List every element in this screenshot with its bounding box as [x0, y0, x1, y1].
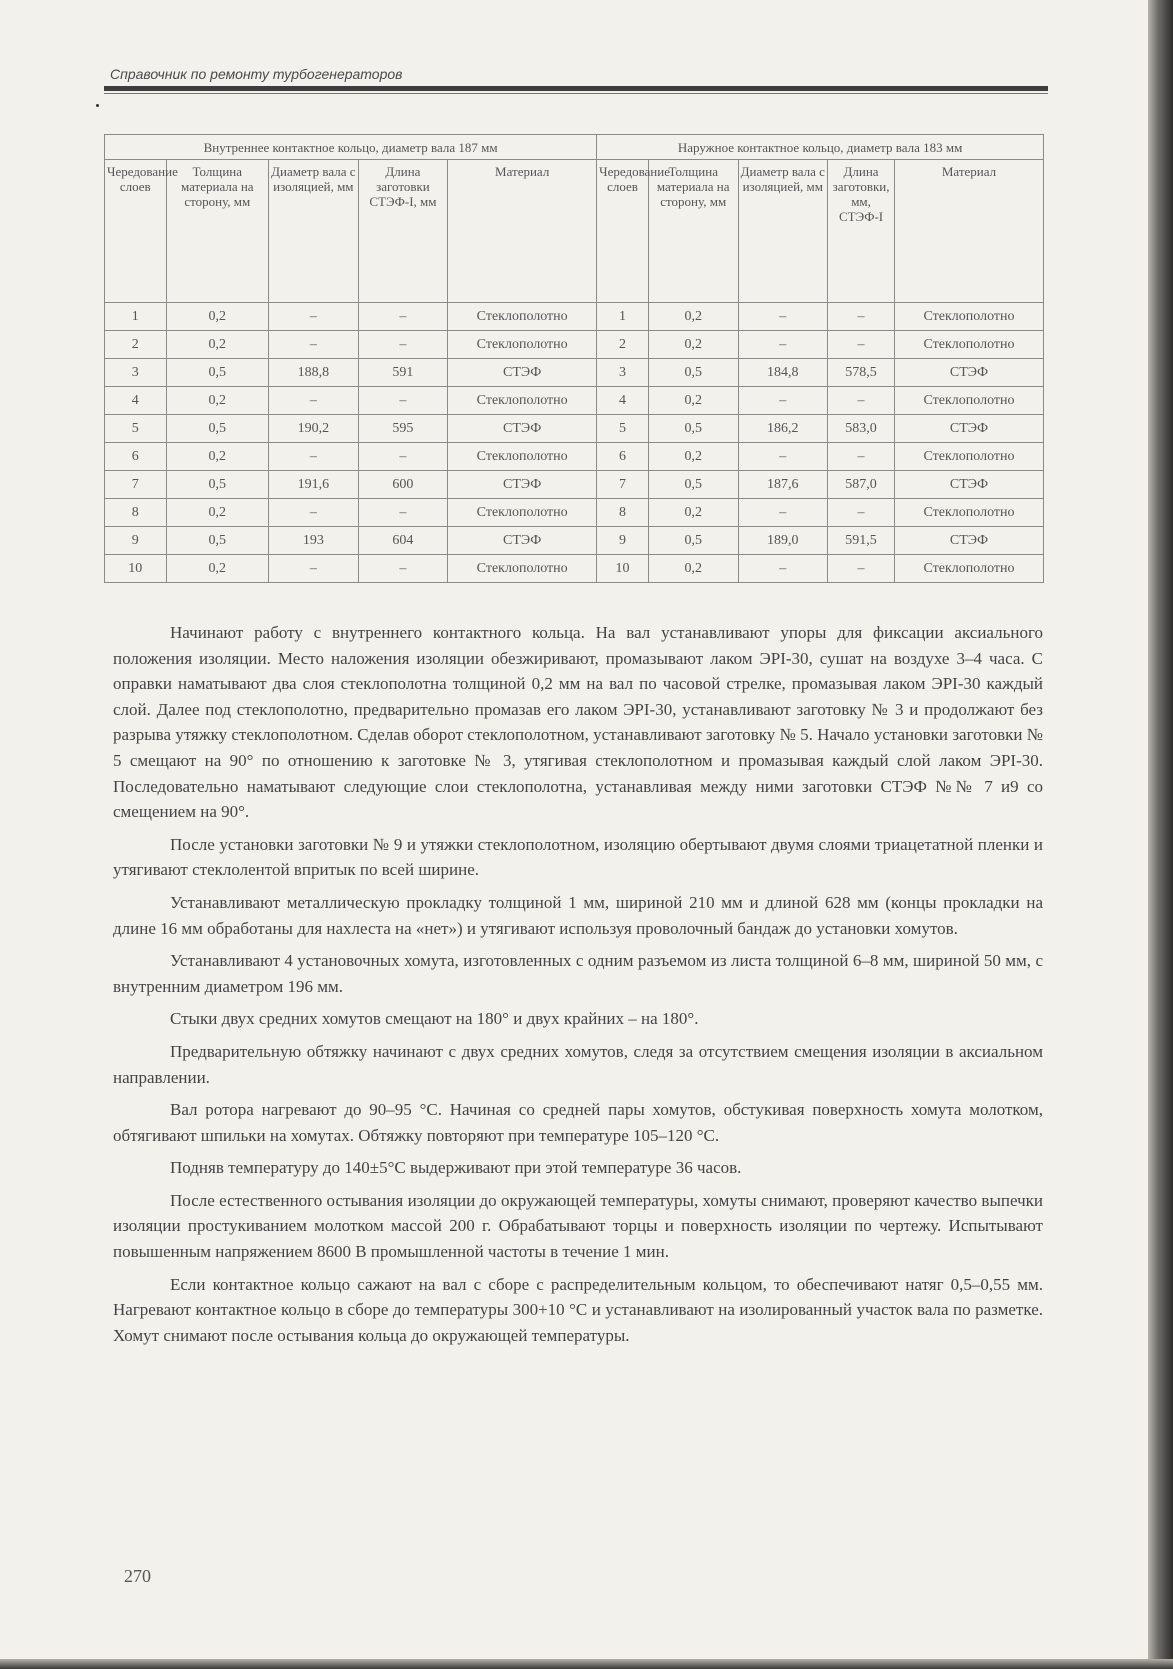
table-cell: 8 [105, 499, 167, 527]
paragraph: После естественного остывания изоляции до окружающей температуры, хомуты снимают, проверяют качество выпечки изоляции простукиванием молотком массой 200 г. Обрабатывают торцы и поверхность изоляции по чертежу. Испытывают повышенным напряжением 8600 В промышленной частоты в течение 1 мин. [113, 1190, 1043, 1262]
table-cell: 6 [597, 443, 649, 471]
table-cell: 583,0 [828, 415, 895, 443]
table-cell: 0,5 [648, 527, 738, 555]
table-cell: 591 [358, 359, 448, 387]
table-row [105, 415, 1044, 443]
table-cell: 0,2 [648, 303, 738, 331]
running-head: Справочник по ремонту турбогенераторов [110, 66, 403, 82]
table-cell: – [269, 331, 359, 359]
table-cell: 0,2 [648, 555, 738, 583]
table-row [105, 555, 1044, 583]
table-cell: Стеклополотно [448, 499, 597, 527]
table-cell: 5 [105, 415, 167, 443]
paragraph: Устанавливают 4 установочных хомута, изготовленных с одним разъемом из листа толщиной 6–8 мм, шириной 50 мм, с внутренним диаметром 196 мм. [113, 951, 1043, 996]
table-cell: 10 [105, 555, 167, 583]
table-cell: 0,5 [648, 471, 738, 499]
table-cell: 9 [105, 527, 167, 555]
table-cell: Стеклополотно [448, 303, 597, 331]
table-cell: 0,5 [648, 415, 738, 443]
inner-column-header: Диаметр вала с изоляцией, мм [269, 160, 359, 303]
table-cell: – [269, 443, 359, 471]
table-cell: 4 [597, 387, 649, 415]
table-cell: – [738, 303, 828, 331]
page-edge-shadow [1148, 0, 1173, 1669]
table-cell: 190,2 [269, 415, 359, 443]
table-cell: – [738, 331, 828, 359]
table-cell: 1 [105, 303, 167, 331]
table-cell: 188,8 [269, 359, 359, 387]
table-row [105, 387, 1044, 415]
table-row [105, 359, 1044, 387]
outer-column-header: Материал [895, 160, 1044, 303]
table-cell: 600 [358, 471, 448, 499]
table-cell: Стеклополотно [895, 499, 1044, 527]
paragraph: Вал ротора нагревают до 90–95 °С. Начиная со средней пары хомутов, обстукивая поверхность хомута молотком, обтягивают шпильки на хомутах. Обтяжку повторяют при температуре 105–120 °С. [113, 1100, 1043, 1145]
outer-column-header: Чередование слоев [597, 160, 649, 303]
table-cell: СТЭФ [895, 527, 1044, 555]
inner-column-header: Толщина материала на сторону, мм [166, 160, 269, 303]
table-cell: 0,2 [166, 331, 269, 359]
table-cell: – [358, 303, 448, 331]
table-cell: – [358, 443, 448, 471]
body-text [113, 620, 1043, 1355]
table-cell: 3 [105, 359, 167, 387]
header-rule [104, 86, 1048, 91]
table-cell: 7 [597, 471, 649, 499]
table-cell: 189,0 [738, 527, 828, 555]
table-cell: 2 [105, 331, 167, 359]
table-cell: 0,5 [166, 527, 269, 555]
table-cell: – [358, 499, 448, 527]
table-cell: – [828, 499, 895, 527]
table-cell: – [828, 443, 895, 471]
table-cell: 0,5 [166, 471, 269, 499]
table-cell: – [738, 499, 828, 527]
table-cell: 0,2 [648, 499, 738, 527]
paragraph: Предварительную обтяжку начинают с двух средних хомутов, следя за отсутствием смещения изоляции в аксиальном направлении. [113, 1041, 1043, 1087]
table-cell: 186,2 [738, 415, 828, 443]
paragraph: Стыки двух средних хомутов смещают на 180° и двух крайних – на 180°. [170, 1009, 699, 1029]
table-cell: 193 [269, 527, 359, 555]
table-cell: СТЭФ [895, 471, 1044, 499]
table-cell: Стеклополотно [895, 443, 1044, 471]
table-cell: 8 [597, 499, 649, 527]
table-cell: Стеклополотно [448, 387, 597, 415]
table-cell: 187,6 [738, 471, 828, 499]
table-cell: Стеклополотно [895, 387, 1044, 415]
table-cell: – [738, 555, 828, 583]
inner-column-header: Чередование слоев [105, 160, 167, 303]
table-cell: 0,2 [166, 443, 269, 471]
table-row [105, 331, 1044, 359]
table-cell: 5 [597, 415, 649, 443]
header-rule-thin [104, 93, 1048, 94]
table-cell: 0,2 [166, 555, 269, 583]
margin-dot [96, 104, 99, 107]
table-cell: – [358, 387, 448, 415]
column-headers [105, 160, 1044, 303]
table-row [105, 527, 1044, 555]
table-cell: Стеклополотно [448, 443, 597, 471]
table-cell: – [828, 387, 895, 415]
table-cell: 0,2 [166, 387, 269, 415]
table-cell: 587,0 [828, 471, 895, 499]
outer-column-header: Длина заготовки, мм, СТЭФ-I [828, 160, 895, 303]
outer-column-header: Толщина материала на сторону, мм [648, 160, 738, 303]
table-cell: 4 [105, 387, 167, 415]
table-cell: 0,2 [648, 331, 738, 359]
table-cell: Стеклополотно [448, 555, 597, 583]
inner-column-header: Материал [448, 160, 597, 303]
table-cell: 191,6 [269, 471, 359, 499]
table-cell: 0,5 [166, 415, 269, 443]
table-cell: – [738, 387, 828, 415]
table-cell: – [269, 555, 359, 583]
paragraph: Начинают работу с внутреннего контактного кольца. На вал устанавливают упоры для фиксации аксиального положения изоляции. Место наложения изоляции обезжиривают, промазывают лаком ЭРI-30, сушат на воздухе 3–4 часа. С оправки наматывают два слоя стеклополотна толщиной 0,2 мм на вал по часовой стрелке, промазывая лаком ЭРI-30 каждый слой. Далее под стеклополотно, предварительно промазав его лаком ЭРI-30, устанавливают заготовку № 3 и продолжают без разрыва утяжку стеклополотном. Сделав оборот стеклополотном, устанавливают заготовку № 5. Начало установки заготовки № 5 смещают на 90° по отношению к заготовке № 3, утягивая стеклополотном и промазывая каждый слой лаком ЭРI-30. Последовательно наматывают следующие слои стеклополотна, устанавливая между ними заготовки СТЭФ №№ 7 и9 со смещением на 90°. [113, 623, 1043, 822]
paragraph: После установки заготовки № 9 и утяжки стеклополотном, изоляцию обертывают двумя слоями триацетатной пленки и утягивают стеклолентой впритык по всей ширине. [113, 834, 1043, 880]
table-cell: 595 [358, 415, 448, 443]
table-cell: Стеклополотно [895, 303, 1044, 331]
inner-column-header: Длина заготовки СТЭФ-I, мм [358, 160, 448, 303]
table-cell: 0,2 [166, 303, 269, 331]
page-bottom-shadow [0, 1659, 1173, 1669]
table-cell: 2 [597, 331, 649, 359]
table-cell: СТЭФ [895, 359, 1044, 387]
table-body [105, 303, 1044, 583]
table-cell: – [828, 555, 895, 583]
table-cell: 0,2 [648, 387, 738, 415]
table-cell: – [828, 303, 895, 331]
table-cell: 6 [105, 443, 167, 471]
table-row [105, 471, 1044, 499]
paragraph: Устанавливают металлическую прокладку толщиной 1 мм, шириной 210 мм и длиной 628 мм (концы прокладки на длине 16 мм обработаны для нахлеста на «нет») и утягивают используя проволочный бандаж до установки хомутов. [113, 892, 1043, 938]
table-row [105, 303, 1044, 331]
table-cell: – [738, 443, 828, 471]
table-cell: СТЭФ [448, 359, 597, 387]
table-cell: Стеклополотно [448, 331, 597, 359]
table-cell: – [269, 499, 359, 527]
table-cell: 0,5 [648, 359, 738, 387]
table-cell: 0,5 [166, 359, 269, 387]
paragraph: Если контактное кольцо сажают на вал с сборе с распределительным кольцом, то обеспечивают натяг 0,5–0,55 мм. Нагревают контактное кольцо в сборе до температуры 300+10 °С и устанавливают на изолированный участок вала по разметке. Хомут снимают после остывания кольца до окружающей температуры. [113, 1274, 1043, 1345]
table-cell: СТЭФ [895, 415, 1044, 443]
paragraph: Подняв температуру до 140±5°С выдерживают при этой температуре 36 часов. [170, 1158, 742, 1178]
page-number: 270 [124, 1566, 151, 1586]
table-cell: – [269, 303, 359, 331]
table-cell: СТЭФ [448, 471, 597, 499]
table-cell: – [358, 555, 448, 583]
table-cell: 578,5 [828, 359, 895, 387]
table-cell: 184,8 [738, 359, 828, 387]
outer-column-header: Диаметр вала с изоляцией, мм [738, 160, 828, 303]
inner-ring-header: Внутреннее контактное кольцо, диаметр вала 187 мм [105, 135, 597, 160]
table-cell: СТЭФ [448, 527, 597, 555]
table-row [105, 499, 1044, 527]
table-row [105, 443, 1044, 471]
outer-ring-header: Наружное контактное кольцо, диаметр вала 183 мм [597, 135, 1044, 160]
table-cell: 0,2 [648, 443, 738, 471]
table-cell: – [269, 387, 359, 415]
table-cell: 10 [597, 555, 649, 583]
table-cell: 3 [597, 359, 649, 387]
insulation-layers-table [104, 134, 1044, 583]
table-cell: – [358, 331, 448, 359]
table-cell: СТЭФ [448, 415, 597, 443]
table-cell: 9 [597, 527, 649, 555]
table-cell: 7 [105, 471, 167, 499]
table-cell: Стеклополотно [895, 331, 1044, 359]
table-cell: 1 [597, 303, 649, 331]
table-cell: 591,5 [828, 527, 895, 555]
table-cell: Стеклополотно [895, 555, 1044, 583]
table-cell: 604 [358, 527, 448, 555]
table-cell: 0,2 [166, 499, 269, 527]
table-cell: – [828, 331, 895, 359]
